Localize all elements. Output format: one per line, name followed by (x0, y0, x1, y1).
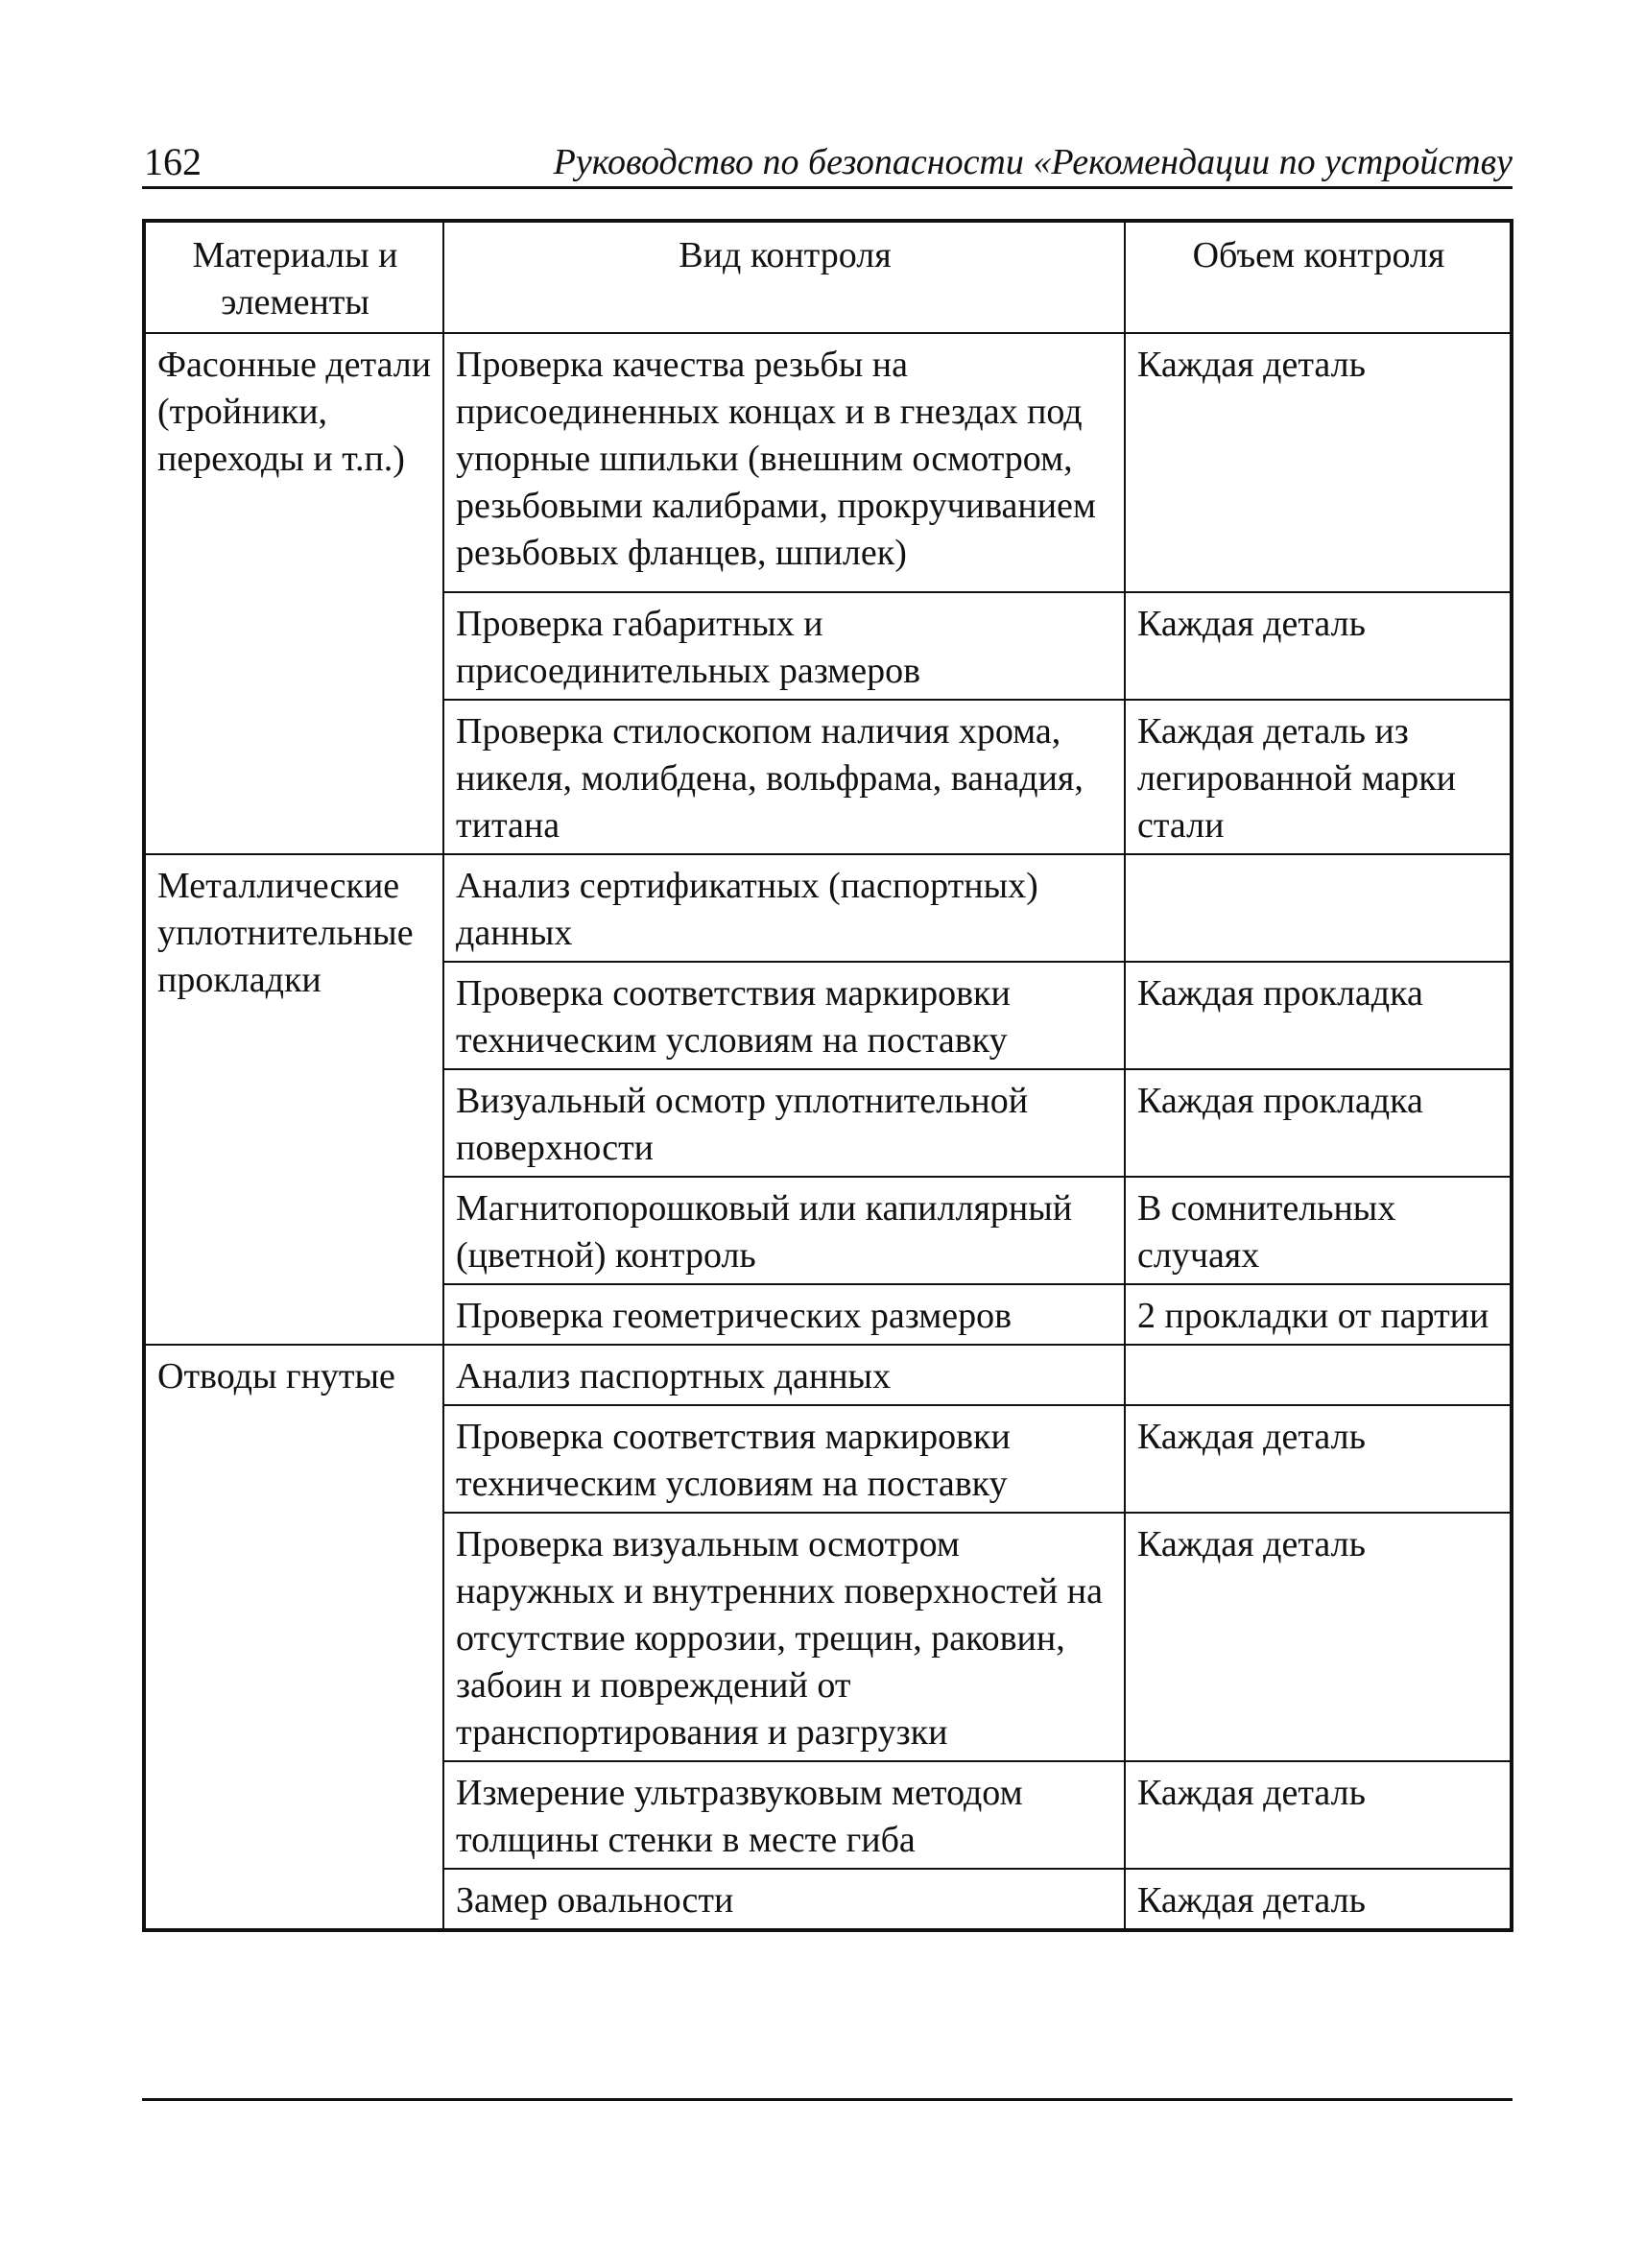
volume-cell: Каждая деталь (1125, 1513, 1512, 1761)
volume-cell: Каждая деталь (1125, 1869, 1512, 1930)
column-header-control-type: Вид контроля (443, 221, 1125, 333)
table-header-row (144, 221, 1512, 333)
control-cell: Проверка стилоскопом наличия хрома, никеля, молибдена, вольфрама, ванадия, титана (443, 700, 1125, 854)
volume-cell: Каждая прокладка (1125, 962, 1512, 1069)
volume-cell: Каждая деталь из легированной марки стали (1125, 700, 1512, 854)
material-cell: Фасонные детали (тройники, переходы и т.п.) (144, 333, 443, 854)
control-cell: Измерение ультразвуковым методом толщины стенки в месте гиба (443, 1761, 1125, 1869)
column-header-materials: Материалы и элементы (144, 221, 443, 333)
material-cell: Металлические уплотнительные прокладки (144, 854, 443, 1345)
table-row (144, 333, 1512, 592)
material-cell: Отводы гнутые (144, 1345, 443, 1930)
control-cell: Проверка габаритных и присоединительных размеров (443, 592, 1125, 700)
table-row (144, 1345, 1512, 1405)
page-header (142, 132, 1513, 189)
control-cell: Проверка качества резьбы на присоединенных концах и в гнездах под упорные шпильки (внешним осмотром, резьбовыми калибрами, прокручиванием резьбовых фланцев, шпилек) (443, 333, 1125, 592)
volume-cell: Каждая деталь (1125, 1405, 1512, 1513)
column-header-control-volume: Объем контроля (1125, 221, 1512, 333)
volume-cell (1125, 1345, 1512, 1405)
footer-rule (142, 2098, 1513, 2101)
volume-cell: Каждая деталь (1125, 333, 1512, 592)
control-cell: Проверка визуальным осмотром наружных и внутренних поверхностей на отсутствие коррозии, трещин, раковин, забоин и повреждений от транспортирования и разгрузки (443, 1513, 1125, 1761)
control-cell: Замер овальности (443, 1869, 1125, 1930)
volume-cell: Каждая деталь (1125, 1761, 1512, 1869)
control-cell: Проверка соответствия маркировки техническим условиям на поставку (443, 1405, 1125, 1513)
page-number: 162 (144, 140, 202, 183)
volume-cell: 2 прокладки от партии (1125, 1284, 1512, 1345)
control-table (142, 219, 1513, 1932)
control-cell: Проверка геометрических размеров (443, 1284, 1125, 1345)
control-cell: Визуальный осмотр уплотнительной поверхности (443, 1069, 1125, 1177)
control-cell: Анализ паспортных данных (443, 1345, 1125, 1405)
control-cell: Магнитопорошковый или капиллярный (цветной) контроль (443, 1177, 1125, 1284)
running-title: Руководство по безопасности «Рекомендации по устройству (553, 142, 1513, 182)
table-row (144, 854, 1512, 962)
control-cell: Анализ сертификатных (паспортных) данных (443, 854, 1125, 962)
volume-cell: Каждая деталь (1125, 592, 1512, 700)
volume-cell (1125, 854, 1512, 962)
volume-cell: Каждая прокладка (1125, 1069, 1512, 1177)
volume-cell: В сомнительных случаях (1125, 1177, 1512, 1284)
control-cell: Проверка соответствия маркировки техническим условиям на поставку (443, 962, 1125, 1069)
